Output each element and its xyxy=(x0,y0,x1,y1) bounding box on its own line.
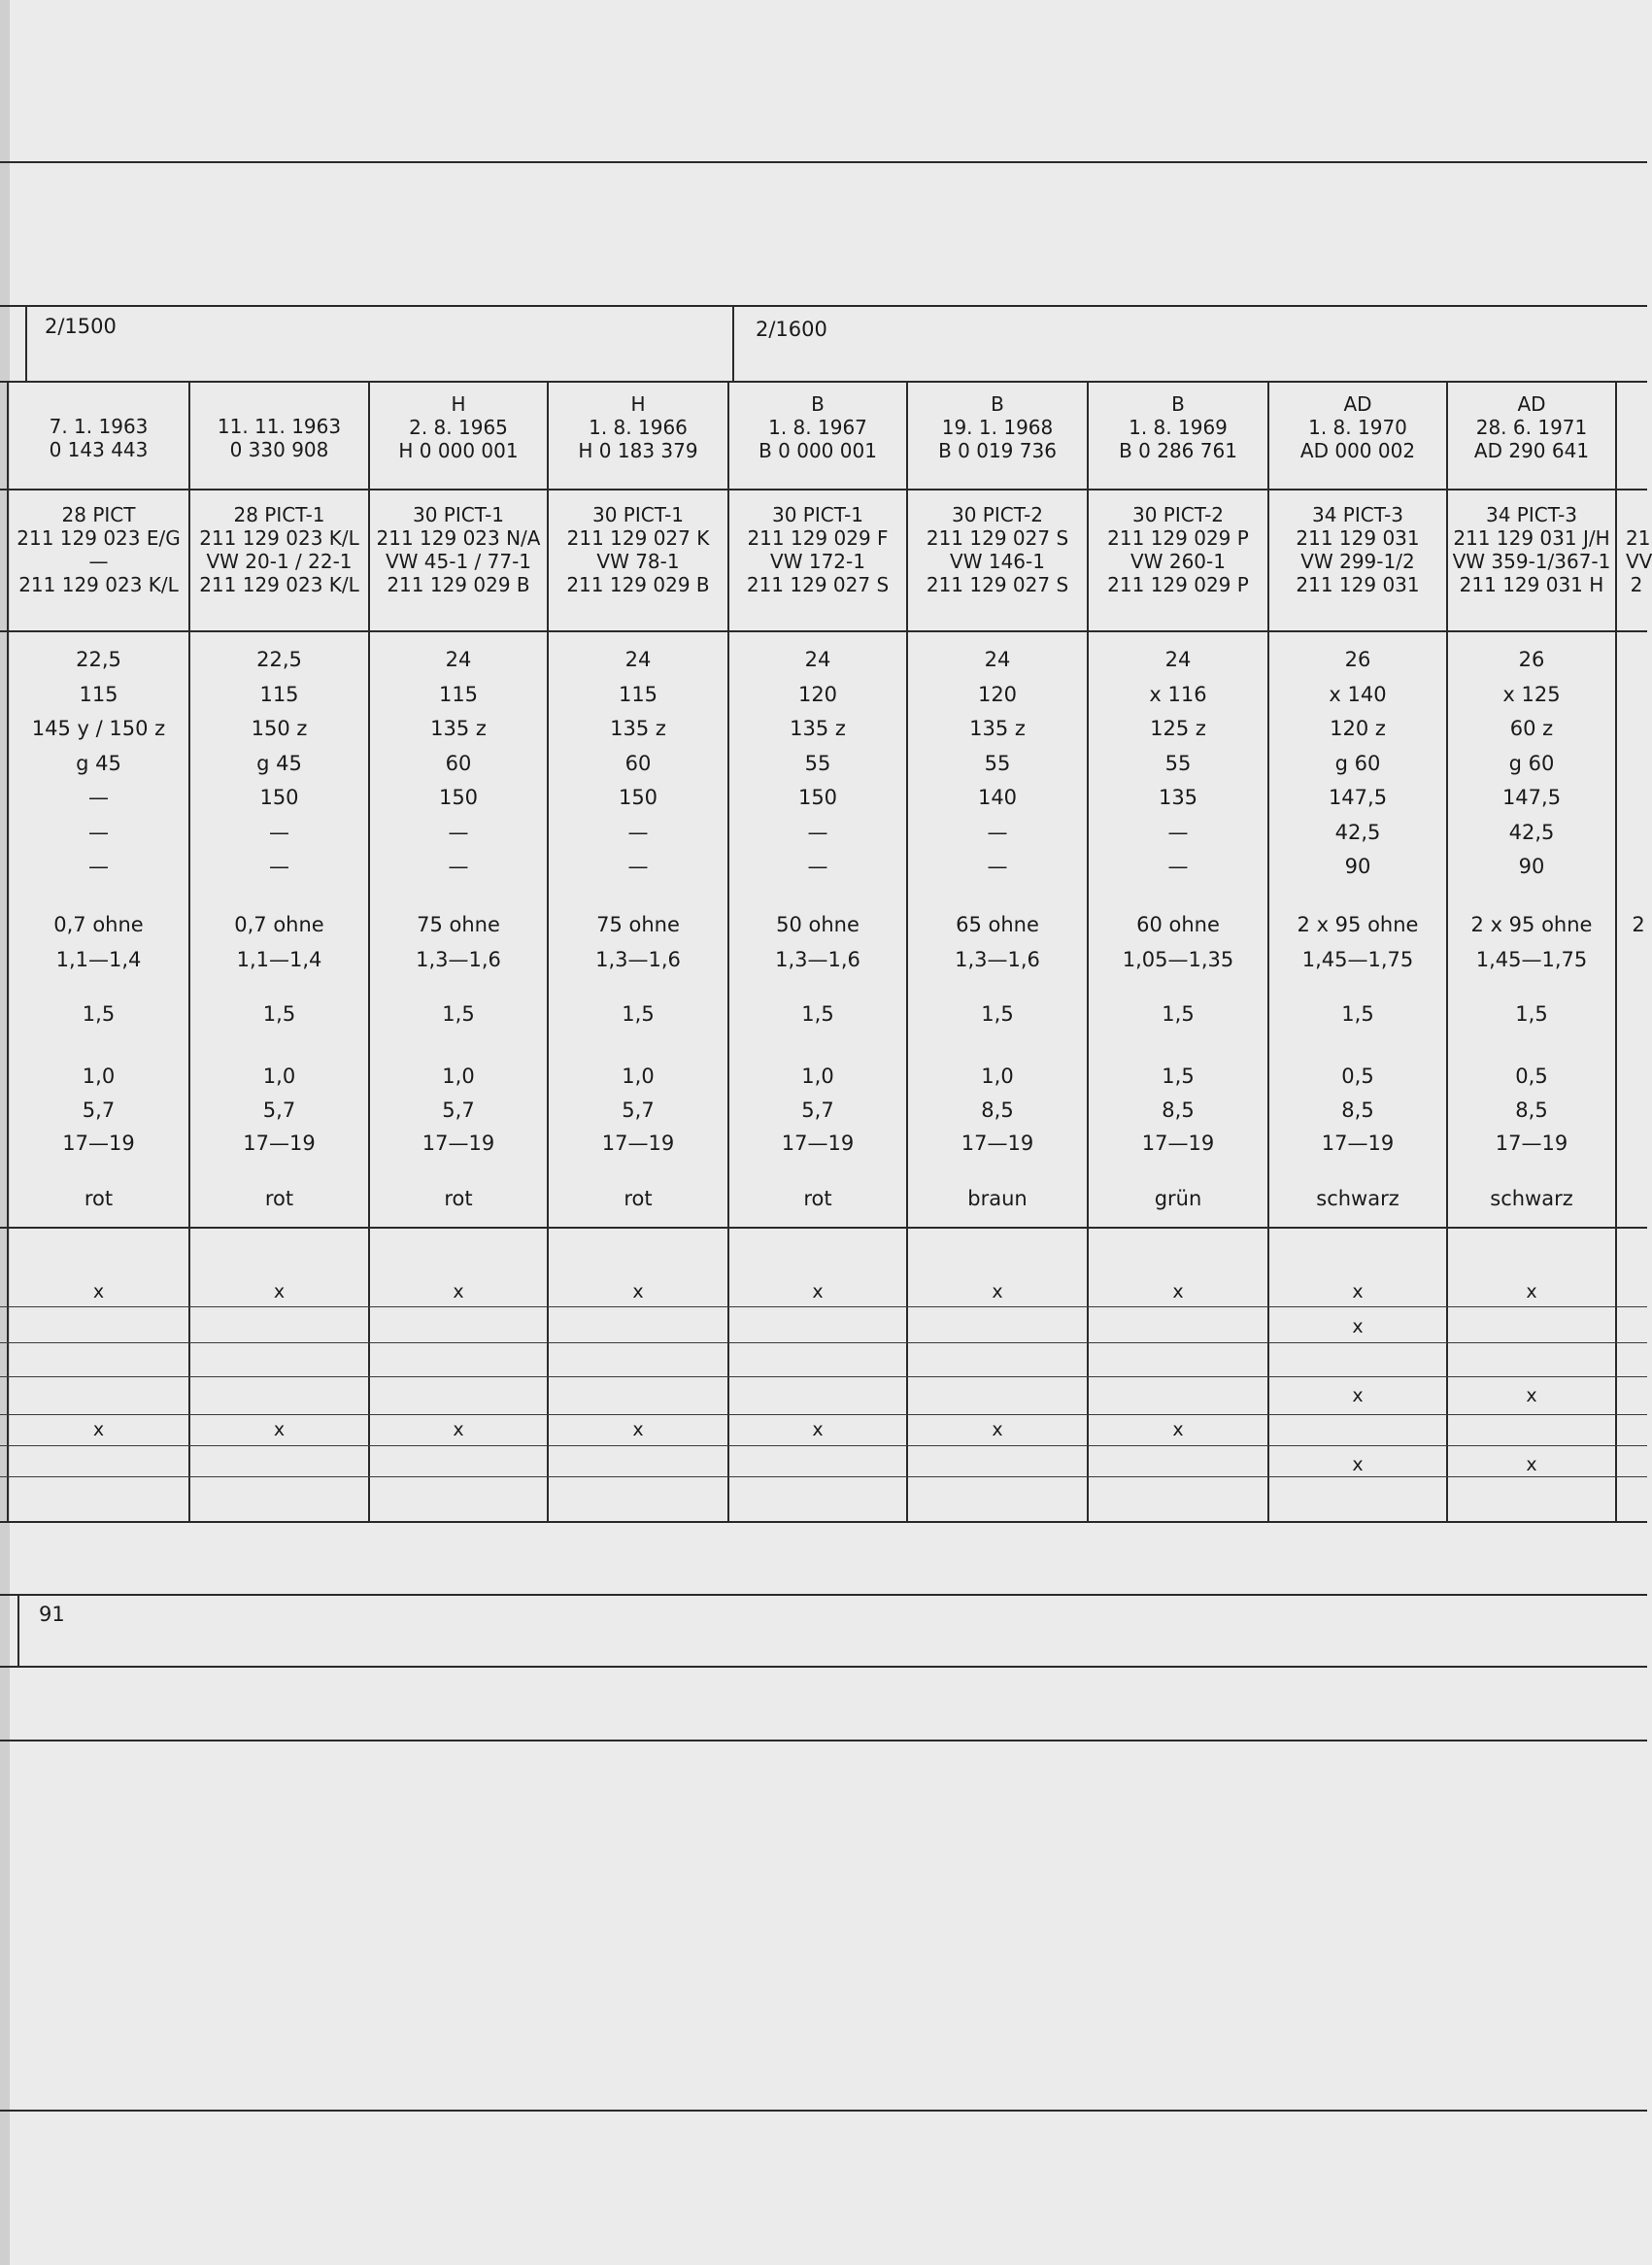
header-col-5-line: 19. 1. 1968 xyxy=(941,416,1054,439)
bottom-rule xyxy=(0,2110,1647,2112)
color-col-3: rot xyxy=(624,1187,653,1210)
specs-col-2-line: 24 xyxy=(445,648,472,671)
specs2-col-1 xyxy=(189,907,369,977)
header-col-2 xyxy=(369,392,548,462)
header-col-3-line: H 0 183 379 xyxy=(578,439,698,462)
mark-col-2-row-4: x xyxy=(453,1419,464,1440)
header-col-0-line: 7. 1. 1963 xyxy=(49,415,149,438)
specs-col-0-line: g 45 xyxy=(76,751,121,775)
carb-col-0-line: — xyxy=(88,550,109,573)
specs4-col-5-line: 8,5 xyxy=(981,1098,1014,1122)
specs-col-7-line: 147,5 xyxy=(1328,786,1388,809)
specs4-col-4-line: 1,0 xyxy=(801,1065,834,1088)
mark-col-7-row-1: x xyxy=(1352,1316,1364,1337)
color-col-7: schwarz xyxy=(1316,1187,1399,1210)
specs4-col-4-line: 17—19 xyxy=(781,1132,855,1155)
carb-col-3-line: VW 78-1 xyxy=(596,550,680,573)
carb-col-3-line: 30 PICT-1 xyxy=(591,503,685,526)
specs4-col-7 xyxy=(1268,1060,1447,1161)
carb-col-1-line: VW 20-1 / 22-1 xyxy=(206,550,353,573)
specs2-col-6-line: 1,05—1,35 xyxy=(1122,948,1234,971)
specs-rule xyxy=(0,1227,1647,1229)
specs-col-2-line: 115 xyxy=(438,682,479,706)
mark-col-3-row-0: x xyxy=(632,1281,644,1302)
specs4-col-2-line: 1,0 xyxy=(442,1065,475,1088)
specs2-col-3-line: 75 ohne xyxy=(596,913,680,936)
specs4-col-8-line: 0,5 xyxy=(1515,1065,1548,1088)
mark-row-rule-5 xyxy=(0,1476,1647,1477)
specs2-col-7-line: 1,45—1,75 xyxy=(1301,948,1414,971)
specs4-col-0-line: 17—19 xyxy=(62,1132,135,1155)
carb-col-0 xyxy=(8,503,189,596)
group-label-1600: 2/1600 xyxy=(756,318,827,341)
specs-col-6-line: — xyxy=(1167,820,1189,844)
specs2-col-5-line: 65 ohne xyxy=(956,913,1039,936)
header-col-4-line: 1. 8. 1967 xyxy=(768,416,867,439)
specs-col-3-line: 60 xyxy=(624,751,652,775)
specs-col-0-line: — xyxy=(88,855,109,878)
specs-col-6-line: 135 xyxy=(1158,786,1198,809)
specs4-col-5 xyxy=(907,1060,1088,1161)
specs-col-1-line: 115 xyxy=(259,682,299,706)
carb-col-3-line: 211 129 029 B xyxy=(566,573,710,596)
group-label-rule xyxy=(0,381,1647,383)
specs-col-3-line: — xyxy=(627,820,649,844)
specs-col-6-line: x 116 xyxy=(1149,682,1207,706)
color-col-4: rot xyxy=(803,1187,832,1210)
carb-col-8 xyxy=(1447,503,1616,596)
group-divider-left xyxy=(25,307,27,381)
mark-col-3-row-4: x xyxy=(632,1419,644,1440)
header-col-7 xyxy=(1268,392,1447,462)
specs4-col-6 xyxy=(1088,1060,1268,1161)
mark-col-4-row-0: x xyxy=(812,1281,824,1302)
spec3-col-4: 1,5 xyxy=(801,1002,834,1026)
color-col-6: grün xyxy=(1154,1187,1202,1210)
lower-rule xyxy=(0,1740,1647,1741)
specs4-col-0 xyxy=(8,1060,189,1161)
specs2-col-6-line: 60 ohne xyxy=(1136,913,1220,936)
header-col-0-line: 0 143 443 xyxy=(49,438,149,461)
specs-col-0-line: 115 xyxy=(79,682,118,706)
spec3-col-0: 1,5 xyxy=(82,1002,116,1026)
mark-col-1-row-4: x xyxy=(273,1419,286,1440)
header-col-6-line: B 0 286 761 xyxy=(1119,439,1237,462)
header-col-5 xyxy=(907,392,1088,462)
specs4-col-2 xyxy=(369,1060,548,1161)
specs-col-3-line: 115 xyxy=(618,682,658,706)
specs4-col-5-line: 1,0 xyxy=(981,1065,1014,1088)
page-number: 91 xyxy=(39,1603,65,1626)
specs2-col-0 xyxy=(8,907,189,977)
specs-col-5-line: 135 z xyxy=(969,717,1026,740)
specs4-col-3-line: 5,7 xyxy=(622,1098,655,1122)
carb-col-6-line: 211 129 029 P xyxy=(1107,526,1249,550)
mark-col-5-row-0: x xyxy=(992,1281,1003,1302)
specs-col-2 xyxy=(369,643,548,885)
header-col-7-line: 1. 8. 1970 xyxy=(1308,416,1407,439)
carb-col-6 xyxy=(1088,503,1268,596)
carb-col-8-line: 211 129 031 H xyxy=(1459,573,1604,596)
specs2-col-8-line: 1,45—1,75 xyxy=(1475,948,1588,971)
header-col-2-line: H 0 000 001 xyxy=(398,439,519,462)
specs-col-4-line: 24 xyxy=(804,648,831,671)
header-col-8-line: AD xyxy=(1517,392,1546,416)
mark-col-7-row-0: x xyxy=(1352,1281,1364,1302)
specs-col-6 xyxy=(1088,643,1268,885)
carb-col-3 xyxy=(548,503,728,596)
mark-col-0-row-0: x xyxy=(92,1281,105,1302)
header-col-1 xyxy=(189,415,369,461)
specs-col-6-line: 55 xyxy=(1164,751,1192,775)
specs4-col-2-line: 17—19 xyxy=(421,1132,495,1155)
carb-col-3-line: 211 129 027 K xyxy=(566,526,710,550)
header-col-5-line: B 0 019 736 xyxy=(938,439,1057,462)
carb-col-0-line: 28 PICT xyxy=(61,503,136,526)
specs-col-8-line: 60 z xyxy=(1509,717,1554,740)
group-label-1500: 2/1500 xyxy=(45,315,117,338)
carb-col-cut-line: 21 xyxy=(1626,526,1651,550)
specs4-col-8-line: 17—19 xyxy=(1495,1132,1568,1155)
specs-col-7-line: g 60 xyxy=(1334,751,1381,775)
specs-col-8-line: g 60 xyxy=(1508,751,1555,775)
specs4-col-7-line: 8,5 xyxy=(1341,1098,1374,1122)
mark-row-rule-2 xyxy=(0,1376,1647,1377)
specs-col-1-line: 150 xyxy=(259,786,299,809)
specs-col-5-line: 120 xyxy=(977,682,1018,706)
mark-row-rule-4 xyxy=(0,1445,1647,1446)
specs-col-5-line: — xyxy=(987,820,1008,844)
carb-col-7 xyxy=(1268,503,1447,596)
carb-col-cut-line: 2 xyxy=(1630,573,1643,596)
carb-col-2-line: VW 45-1 / 77-1 xyxy=(385,550,532,573)
mark-col-8-row-0: x xyxy=(1526,1281,1537,1302)
specs-col-7-line: 90 xyxy=(1344,855,1371,878)
carb-col-2-line: 30 PICT-1 xyxy=(412,503,505,526)
mark-col-5-row-4: x xyxy=(992,1419,1003,1440)
header-rule xyxy=(0,489,1647,490)
specs2-col-cut xyxy=(1630,907,1647,942)
carb-col-5-line: 211 129 027 S xyxy=(926,526,1069,550)
carb-col-6-line: 30 PICT-2 xyxy=(1131,503,1225,526)
specs-col-1-line: 22,5 xyxy=(256,648,302,671)
color-col-1: rot xyxy=(264,1187,294,1210)
carb-col-5 xyxy=(907,503,1088,596)
header-col-3-line: H xyxy=(630,392,646,416)
carb-col-7-line: 34 PICT-3 xyxy=(1311,503,1404,526)
mark-col-8-row-5: x xyxy=(1526,1454,1537,1475)
specs4-col-8-line: 8,5 xyxy=(1515,1098,1548,1122)
specs2-col-4 xyxy=(728,907,907,977)
carb-col-4-line: VW 172-1 xyxy=(770,550,865,573)
specs-col-6-line: 24 xyxy=(1164,648,1192,671)
specs-col-7-line: 26 xyxy=(1344,648,1371,671)
carb-col-7-line: 211 129 031 xyxy=(1296,573,1420,596)
carb-col-2 xyxy=(369,503,548,596)
specs4-col-4-line: 5,7 xyxy=(801,1098,834,1122)
specs2-col-0-line: 1,1—1,4 xyxy=(55,948,142,971)
top-rule xyxy=(0,161,1647,163)
carb-col-6-line: 211 129 029 P xyxy=(1107,573,1249,596)
specs4-col-3-line: 17—19 xyxy=(601,1132,675,1155)
specs-col-2-line: 135 z xyxy=(430,717,487,740)
header-col-8 xyxy=(1447,392,1616,462)
carb-rule xyxy=(0,630,1647,632)
carb-col-8-line: 211 129 031 J/H xyxy=(1453,526,1610,550)
specs4-col-1-line: 5,7 xyxy=(262,1098,296,1122)
specs-col-2-line: — xyxy=(448,820,469,844)
specs-col-3-line: 135 z xyxy=(610,717,666,740)
mark-col-6-row-4: x xyxy=(1172,1419,1184,1440)
header-col-6-line: B xyxy=(1171,392,1185,416)
header-col-3 xyxy=(548,392,728,462)
specs4-col-0-line: 1,0 xyxy=(82,1065,116,1088)
header-col-6-line: 1. 8. 1969 xyxy=(1129,416,1228,439)
specs2-col-8-line: 2 x 95 ohne xyxy=(1470,913,1593,936)
header-col-7-line: AD xyxy=(1343,392,1372,416)
mark-col-8-row-3: x xyxy=(1526,1385,1537,1406)
header-col-4-line: B 0 000 001 xyxy=(759,439,877,462)
specs-col-5-line: 140 xyxy=(977,786,1018,809)
specs2-col-4-line: 50 ohne xyxy=(776,913,860,936)
specs-col-0-line: — xyxy=(88,820,109,844)
header-col-5-line: B xyxy=(991,392,1004,416)
color-col-5: braun xyxy=(967,1187,1028,1210)
specs2-col-6 xyxy=(1088,907,1268,977)
specs2-col-7-line: 2 x 95 ohne xyxy=(1297,913,1419,936)
spec3-col-6: 1,5 xyxy=(1162,1002,1195,1026)
carb-col-4-line: 30 PICT-1 xyxy=(771,503,864,526)
specs-col-8-line: 42,5 xyxy=(1508,820,1555,844)
carb-col-0-line: 211 129 023 E/G xyxy=(17,526,181,550)
carb-col-4-line: 211 129 029 F xyxy=(747,526,889,550)
specs-col-4 xyxy=(728,643,907,885)
specs-col-0 xyxy=(8,643,189,885)
specs4-col-7-line: 0,5 xyxy=(1341,1065,1374,1088)
specs-col-3-line: 150 xyxy=(618,786,658,809)
specs-col-4-line: 55 xyxy=(804,751,831,775)
color-col-2: rot xyxy=(444,1187,473,1210)
specs-col-6-line: — xyxy=(1167,855,1189,878)
carb-col-8-line: 34 PICT-3 xyxy=(1485,503,1578,526)
specs-col-1-line: — xyxy=(269,855,289,878)
specs2-col-1-line: 1,1—1,4 xyxy=(236,948,322,971)
specs-col-3-line: 24 xyxy=(624,648,652,671)
specs2-col-8 xyxy=(1447,907,1616,977)
specs-col-8-line: 26 xyxy=(1518,648,1545,671)
specs2-col-2-line: 75 ohne xyxy=(417,913,500,936)
specs4-col-1 xyxy=(189,1060,369,1161)
table-top-rule xyxy=(0,305,1647,307)
specs2-col-3 xyxy=(548,907,728,977)
carb-col-1 xyxy=(189,503,369,596)
specs-col-1 xyxy=(189,643,369,885)
header-col-2-line: H xyxy=(451,392,466,416)
specs-col-7-line: 120 z xyxy=(1330,717,1386,740)
specs2-col-3-line: 1,3—1,6 xyxy=(595,948,681,971)
spec3-col-5: 1,5 xyxy=(981,1002,1014,1026)
specs-col-5-line: — xyxy=(987,855,1008,878)
specs2-col-2-line: 1,3—1,6 xyxy=(416,948,501,971)
header-col-0 xyxy=(8,415,189,461)
mark-row-rule-1 xyxy=(0,1342,1647,1343)
mark-col-0-row-4: x xyxy=(92,1419,105,1440)
specs4-col-7-line: 17—19 xyxy=(1321,1132,1395,1155)
specs4-col-6-line: 17—19 xyxy=(1141,1132,1215,1155)
mark-row-rule-3 xyxy=(0,1414,1647,1415)
carb-col-5-line: VW 146-1 xyxy=(950,550,1045,573)
specs-col-1-line: — xyxy=(269,820,289,844)
specs2-col-cut-line: 2 xyxy=(1632,913,1645,936)
specs-col-7-line: x 140 xyxy=(1329,682,1387,706)
group-divider-mid xyxy=(732,307,734,381)
specs-col-0-line: 145 y / 150 z xyxy=(31,717,166,740)
specs2-col-5 xyxy=(907,907,1088,977)
carb-col-4-line: 211 129 027 S xyxy=(746,573,890,596)
header-col-8-line: 28. 6. 1971 xyxy=(1475,416,1588,439)
page-number-bottom-rule xyxy=(0,1666,1647,1668)
specs2-col-1-line: 0,7 ohne xyxy=(234,913,324,936)
mark-col-7-row-5: x xyxy=(1352,1454,1364,1475)
header-col-1-line: 11. 11. 1963 xyxy=(217,415,342,438)
spec3-col-3: 1,5 xyxy=(622,1002,655,1026)
mark-col-6-row-0: x xyxy=(1172,1281,1184,1302)
specs2-col-5-line: 1,3—1,6 xyxy=(955,948,1040,971)
carb-col-0-line: 211 129 023 K/L xyxy=(18,573,179,596)
specs4-col-4 xyxy=(728,1060,907,1161)
carb-col-1-line: 211 129 023 K/L xyxy=(199,526,359,550)
carb-col-2-line: 211 129 023 N/A xyxy=(376,526,541,550)
specs-col-4-line: — xyxy=(807,855,828,878)
header-col-2-line: 2. 8. 1965 xyxy=(409,416,508,439)
spec3-col-2: 1,5 xyxy=(442,1002,475,1026)
specs-col-5 xyxy=(907,643,1088,885)
specs-col-8-line: x 125 xyxy=(1502,682,1561,706)
specs4-col-6-line: 8,5 xyxy=(1162,1098,1195,1122)
mark-col-2-row-0: x xyxy=(453,1281,464,1302)
specs-col-8-line: 90 xyxy=(1518,855,1545,878)
carb-col-cut-line: VV xyxy=(1626,550,1652,573)
header-col-7-line: AD 000 002 xyxy=(1299,439,1416,462)
table-bottom-rule xyxy=(0,1521,1647,1523)
carb-col-1-line: 28 PICT-1 xyxy=(233,503,325,526)
carb-col-4 xyxy=(728,503,907,596)
specs4-col-2-line: 5,7 xyxy=(442,1098,475,1122)
specs-col-3-line: — xyxy=(627,855,649,878)
header-col-3-line: 1. 8. 1966 xyxy=(589,416,688,439)
specs2-col-7 xyxy=(1268,907,1447,977)
mark-col-7-row-3: x xyxy=(1352,1385,1364,1406)
specs-col-1-line: g 45 xyxy=(256,751,302,775)
carb-col-7-line: 211 129 031 xyxy=(1296,526,1420,550)
specs-col-4-line: 120 xyxy=(797,682,838,706)
header-col-6 xyxy=(1088,392,1268,462)
spec3-col-1: 1,5 xyxy=(262,1002,296,1026)
specs-col-0-line: — xyxy=(88,786,109,809)
mark-col-4-row-4: x xyxy=(812,1419,824,1440)
mark-col-1-row-0: x xyxy=(273,1281,286,1302)
specs-col-0-line: 22,5 xyxy=(76,648,121,671)
page-number-divider xyxy=(17,1596,19,1666)
carb-col-5-line: 30 PICT-2 xyxy=(951,503,1044,526)
color-col-0: rot xyxy=(84,1187,114,1210)
specs-col-6-line: 125 z xyxy=(1150,717,1206,740)
specs-col-5-line: 24 xyxy=(984,648,1011,671)
color-col-8: schwarz xyxy=(1490,1187,1573,1210)
specs-col-1-line: 150 z xyxy=(251,717,308,740)
carb-col-7-line: VW 299-1/2 xyxy=(1300,550,1415,573)
mark-row-rule-0 xyxy=(0,1306,1647,1307)
specs4-col-6-line: 1,5 xyxy=(1162,1065,1195,1088)
specs-col-5-line: 55 xyxy=(984,751,1011,775)
header-col-1-line: 0 330 908 xyxy=(229,438,329,461)
specs-col-2-line: 60 xyxy=(445,751,472,775)
specs4-col-1-line: 17—19 xyxy=(243,1132,316,1155)
specs-col-4-line: 135 z xyxy=(790,717,846,740)
specs-col-7-line: 42,5 xyxy=(1334,820,1381,844)
spec3-col-7: 1,5 xyxy=(1341,1002,1374,1026)
specs4-col-3-line: 1,0 xyxy=(622,1065,655,1088)
header-col-4 xyxy=(728,392,907,462)
spec3-col-8: 1,5 xyxy=(1515,1002,1548,1026)
carb-col-2-line: 211 129 029 B xyxy=(387,573,530,596)
specs-col-8 xyxy=(1447,643,1616,885)
header-col-4-line: B xyxy=(811,392,825,416)
specs-col-2-line: — xyxy=(448,855,469,878)
specs2-col-4-line: 1,3—1,6 xyxy=(775,948,860,971)
carb-col-6-line: VW 260-1 xyxy=(1130,550,1226,573)
specs-col-8-line: 147,5 xyxy=(1501,786,1562,809)
carb-col-1-line: 211 129 023 K/L xyxy=(199,573,359,596)
page-number-top-rule xyxy=(0,1594,1647,1596)
specs4-col-5-line: 17—19 xyxy=(961,1132,1034,1155)
specs2-col-0-line: 0,7 ohne xyxy=(53,913,144,936)
carb-col-8-line: VW 359-1/367-1 xyxy=(1452,550,1611,573)
specs4-col-1-line: 1,0 xyxy=(262,1065,296,1088)
specs-col-4-line: — xyxy=(807,820,828,844)
specs4-col-8 xyxy=(1447,1060,1616,1161)
specs-col-7 xyxy=(1268,643,1447,885)
carb-col-cut xyxy=(1626,526,1652,596)
specs4-col-0-line: 5,7 xyxy=(82,1098,116,1122)
specs-col-4-line: 150 xyxy=(797,786,838,809)
header-col-8-line: AD 290 641 xyxy=(1473,439,1590,462)
carb-col-5-line: 211 129 027 S xyxy=(926,573,1069,596)
specs4-col-3 xyxy=(548,1060,728,1161)
specs2-col-2 xyxy=(369,907,548,977)
specs-col-2-line: 150 xyxy=(438,786,479,809)
specs-col-3 xyxy=(548,643,728,885)
